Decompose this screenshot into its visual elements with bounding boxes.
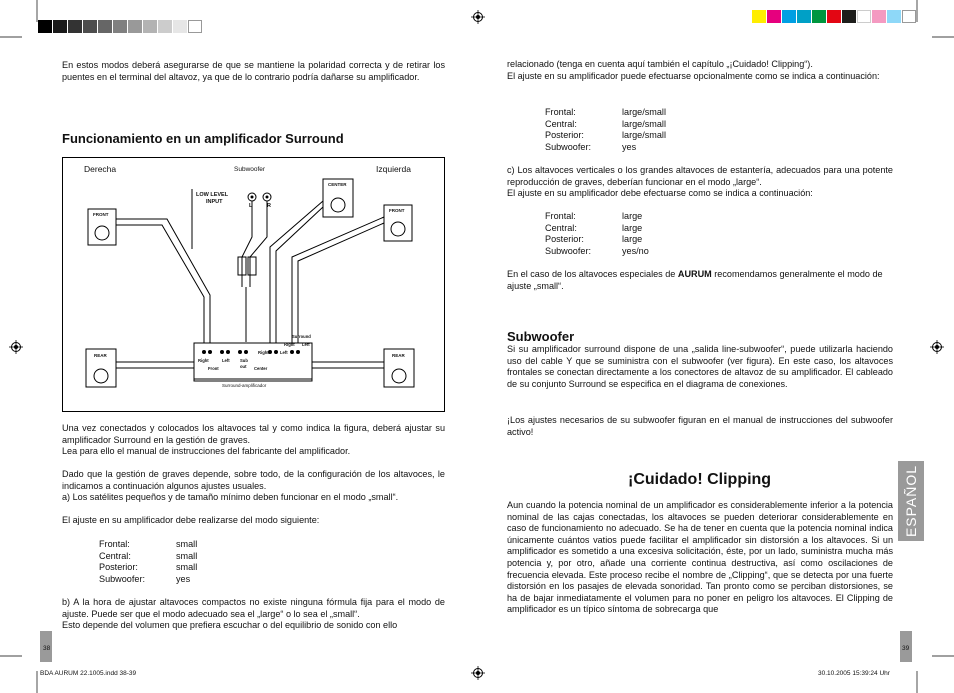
diagram-front-right: FRONT: [389, 208, 405, 213]
diagram-rear-left: REAR: [94, 353, 107, 358]
table-row: Central: large: [545, 222, 643, 233]
table-row: Central: large/small: [545, 118, 666, 129]
language-tab: ESPAÑOL: [898, 461, 924, 541]
table-row: Central: small: [99, 550, 198, 561]
paragraph: Dado que la gestión de graves depende, sobre todo, de la configuración de los altavoces, le indicamos a continuación algunos ajustes usuales.: [62, 469, 445, 491]
settings-table: [99, 539, 197, 585]
paragraph: relacionado (tenga en cuenta aquí también el capítulo „¡Cuidado! Clipping“).: [507, 59, 813, 69]
diagram-jack-r: R: [267, 203, 271, 209]
page-number: 39: [902, 645, 910, 652]
diagram-rear-right: REAR: [392, 353, 405, 358]
diagram-front-left: FRONT: [93, 212, 109, 217]
footer-slug-right: 30.10.2005 15:39:24 Uhr: [818, 670, 890, 677]
diagram-amp-right-front: Right: [198, 358, 209, 363]
table-row: Subwoofer: yes: [545, 141, 637, 152]
paragraph: El ajuste en su amplificador debe efectuarse como se indica a continuación:: [507, 188, 813, 198]
diagram-amp-front: Front: [208, 366, 219, 371]
diagram-amp-right: Right: [284, 342, 295, 347]
table-row: Frontal: large/small: [545, 107, 666, 117]
paragraph: Aun cuando la potencia nominal de un amplificador es considerablemente inferior a la potencia nominal de las cajas conectadas, los altavoces se pueden deteriorar considerablemente en caso de funcionamiento no adecuado. Se ha de tener en cuenta que la potencia nominal indica únicamente cuántos vatios puede facilitar el amplificador sin distorsión a los altavoces. Si un amplificador es sometido a una excesiva solicitación, éste, por un lado, suministra mucha más potencia y, por otro, añade una corriente continua destructiva, así como oscilaciones de frecuencia elevada. Este proceso recibe el nombre de „Clipping“, que se detecta por una fuerte distorsión en los pasajes de elevada sonoridad. Tan pronto como se perciban distorsiones, se ha de bajar inmediatamente el volumen para no poner en peligro los altavoces. El Clipping de amplificador es un típico síntoma de sobrecarga que: [507, 500, 893, 615]
table-row: Subwoofer: yes/no: [545, 245, 649, 256]
diagram-label-right: Derecha: [84, 164, 117, 174]
paragraph: c) Los altavoces verticales o los grandes altavoces de estantería, adecuados para una potente reproducción de graves, deberían funcionar en el modo „large“.: [507, 165, 893, 187]
diagram-center: CENTER: [328, 182, 347, 187]
diagram-amp-left-front: Left: [222, 358, 230, 363]
diagram-amp-right-main: Right: [258, 350, 269, 355]
paragraph: ¡Los ajustes necesarios de su subwoofer figuran en el manual de instrucciones del subwoofer activo!: [507, 415, 893, 437]
table-row: Subwoofer: yes: [99, 573, 191, 584]
paragraph: Lea para ello el manual de instrucciones del fabricante del amplificador.: [62, 446, 351, 456]
intro-paragraph: En estos modos deberá asegurarse de que se mantiene la polaridad correcta y de retirar los puentes en el terminal del altavoz, ya que de lo contrario podría dañarse su amplificador.: [62, 60, 445, 82]
section-heading-surround: Funcionamiento en un amplificador Surround: [62, 131, 344, 146]
settings-table: [545, 107, 666, 153]
connection-diagram: [62, 157, 445, 412]
paragraph: Esto depende del volumen que prefiera escuchar o del equilibrio de sonido con ello: [62, 620, 398, 630]
table-row: Frontal: large: [545, 211, 643, 221]
diagram-low-level-1: LOW LEVEL: [196, 192, 229, 198]
table-row: Posterior: large/small: [545, 130, 666, 141]
diagram-amp-label: Surround-amplificador: [222, 383, 267, 388]
diagram-amp-left: Left: [302, 342, 310, 347]
diagram-jack-l: L: [249, 203, 253, 209]
footer-slug-left: BDA AURUM 22.1005.indd 38-39: [40, 670, 137, 677]
brand-name: AURUM: [677, 269, 712, 279]
paragraph: Una vez conectados y colocados los altavoces tal y como indica la figura, deberá ajustar su amplificador Surround en la gestión de graves.: [62, 423, 445, 445]
diagram-amp-surround: Surround: [292, 334, 311, 339]
diagram-amp-sub-out-2: out: [240, 364, 247, 369]
settings-table: [545, 211, 649, 257]
paragraph-aurum: En el caso de los altavoces especiales de AURUM recomendamos generalmente el modo de ajuste „small“.: [507, 269, 883, 291]
paragraph: El ajuste en su amplificador puede efectuarse opcionalmente como se indica a continuación:: [507, 71, 880, 81]
paragraph: a) Los satélites pequeños y de tamaño mínimo deben funcionar en el modo „small“.: [62, 492, 399, 502]
section-heading-subwoofer: Subwoofer: [507, 329, 575, 344]
paragraph: El ajuste en su amplificador debe realizarse del modo siguiente:: [62, 515, 320, 525]
page-number: 38: [43, 645, 51, 652]
paragraph: Si su amplificador surround dispone de una „salida line-subwoofer“, puede utilizarla haciendo uso del cable Y que se suministra con el subwoofer (ver figura). En este caso, los altavoces frontales se conectan directamente a los conectores de altavoz de su amplificador. El cableado de su conjunto Surround se especifica en el diagrama de conexiones.: [507, 344, 893, 389]
table-row: Frontal: small: [99, 539, 198, 549]
paragraph: b) A la hora de ajustar altavoces compactos no existe ninguna fórmula fija para el modo de ajuste. Puede ser que el modo adecuado sea el „large“ o lo sea el „small“.: [62, 597, 445, 619]
table-row: Posterior: small: [99, 562, 198, 573]
diagram-label-subwoofer: Subwoofer: [234, 166, 266, 173]
diagram-label-left: Izquierda: [376, 164, 411, 174]
section-heading-clipping: ¡Cuidado! Clipping: [628, 471, 772, 488]
table-row: Posterior: large: [545, 234, 643, 245]
diagram-amp-sub-out-1: Sub: [240, 358, 248, 363]
diagram-amp-left-main: Left: [280, 350, 288, 355]
diagram-amp-center: Center: [254, 366, 268, 371]
diagram-low-level-2: INPUT: [206, 199, 223, 205]
